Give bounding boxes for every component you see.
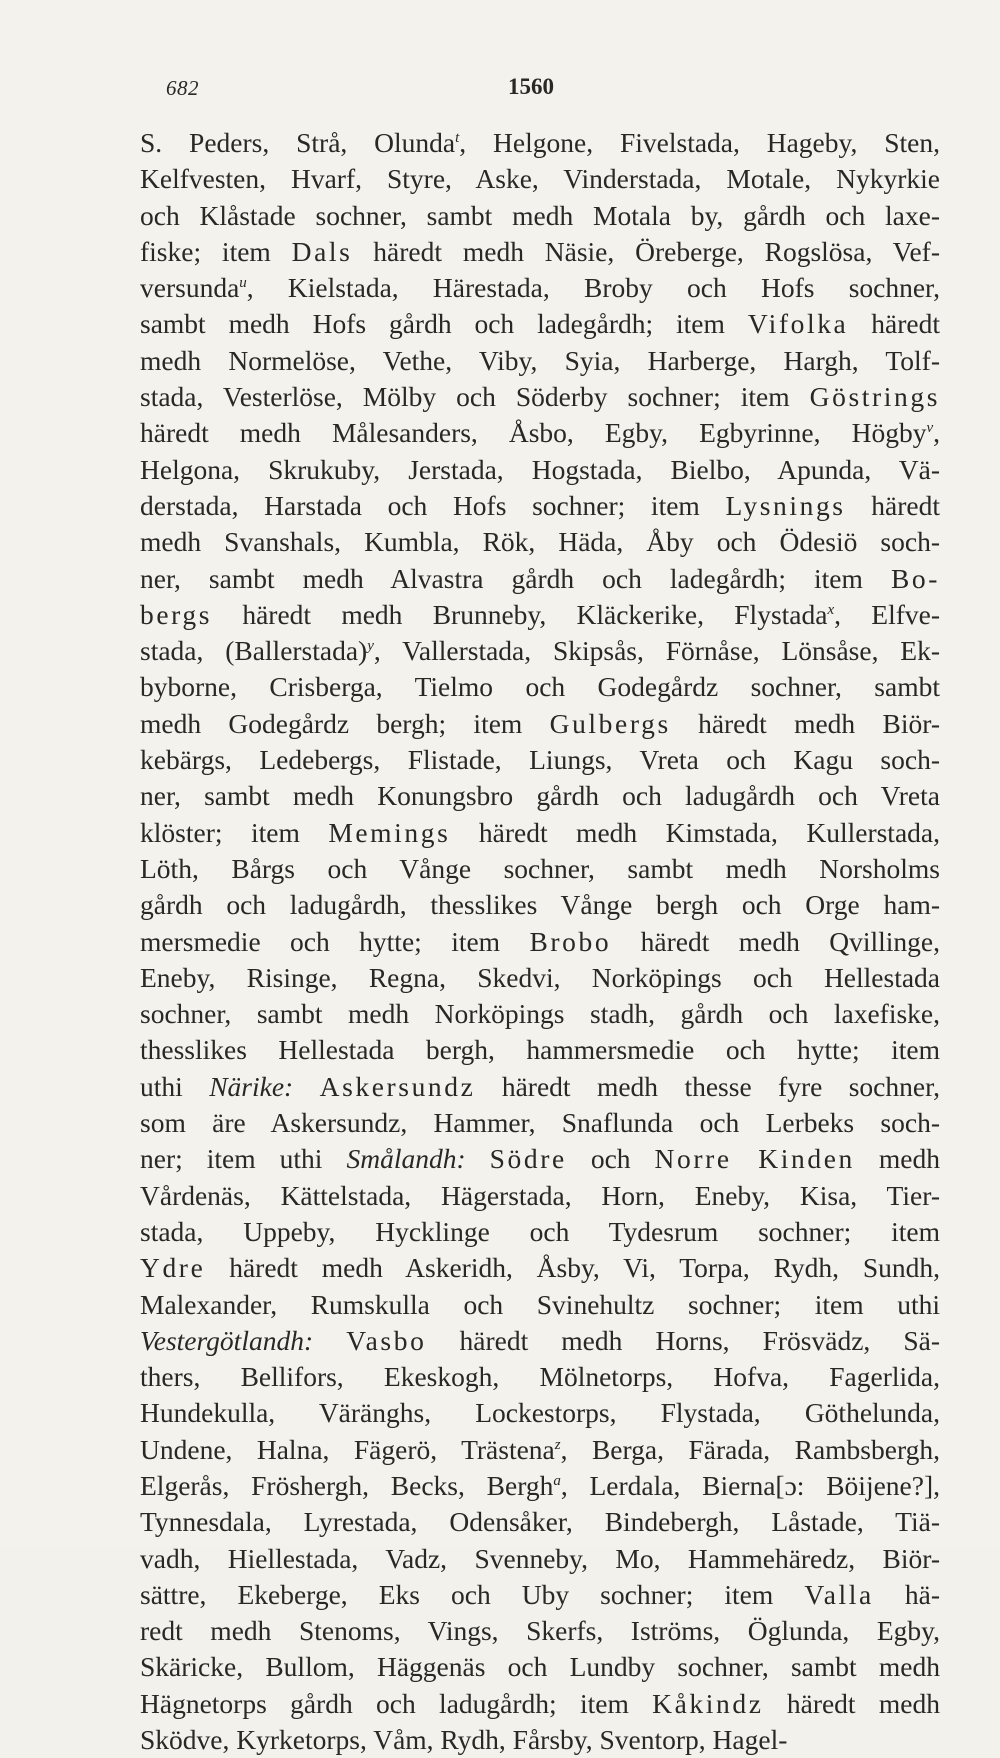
text-segment: sambt medh Hofs gårdh och ladegårdh; item bbox=[140, 308, 748, 340]
text-segment: , Berga, Färada, Rambsbergh, bbox=[560, 1433, 940, 1465]
text-segment: klöster; item bbox=[140, 816, 329, 848]
text-line bbox=[140, 1432, 940, 1468]
region-name: Närike: bbox=[209, 1070, 294, 1102]
text-segment: häredt medh Näsie, Öreberge, Rogslösa, Vef- bbox=[352, 235, 940, 267]
district-name: Dals bbox=[291, 235, 353, 267]
text-segment: häredt medh Qvillinge, bbox=[611, 925, 941, 957]
text-segment: , Vallerstada, Skipsås, Förnåse, Lönsåse, Ek- bbox=[373, 635, 940, 667]
text-line bbox=[140, 561, 940, 597]
text-line bbox=[140, 633, 940, 669]
footnote-marker: u bbox=[239, 275, 247, 292]
district-name: Göstrings bbox=[809, 381, 940, 413]
text-line bbox=[140, 1359, 940, 1395]
text-line bbox=[140, 198, 940, 234]
district-name: Ydre bbox=[140, 1252, 206, 1284]
text-segment: Elgerås, Fröshergh, Becks, Bergh bbox=[140, 1469, 554, 1501]
footnote-marker: a bbox=[553, 1472, 561, 1489]
text-segment: Tynnesdala, Lyrestada, Odensåker, Bindebergh, Låstade, Tiä- bbox=[140, 1506, 940, 1538]
text-line bbox=[140, 1178, 940, 1214]
text-segment: häredt medh Målesanders, Åsbo, Egby, Egbyrinne, Högby bbox=[140, 417, 927, 449]
text-line bbox=[140, 1250, 940, 1286]
text-line bbox=[140, 960, 940, 996]
footnote-marker: y bbox=[367, 638, 374, 654]
body-text bbox=[140, 125, 940, 1758]
text-segment: Sködve, Kyrketorps, Våm, Rydh, Fårsby, Sventorp, Hagel- bbox=[140, 1724, 788, 1756]
text-segment bbox=[313, 1325, 346, 1356]
text-line bbox=[140, 597, 940, 633]
text-segment: medh Svanshals, Kumbla, Rök, Häda, Åby och Ödesiö soch- bbox=[140, 526, 940, 558]
text-segment: redt medh Stenoms, Vings, Skerfs, Iströms, Öglunda, Egby, bbox=[140, 1615, 940, 1647]
text-line bbox=[140, 996, 940, 1032]
district-name: bergs bbox=[140, 598, 213, 630]
text-segment: , Lerdala, Bierna[ɔ: Böijene?], bbox=[560, 1469, 940, 1501]
text-segment: som äre Askersundz, Hammer, Snaflunda och Lerbeks soch- bbox=[140, 1107, 940, 1139]
text-segment: medh Normelöse, Vethe, Viby, Syia, Harberge, Hargh, Tolf- bbox=[140, 344, 940, 376]
text-segment: thesslikes Hellestada bergh, hammersmedie och hytte; item bbox=[140, 1034, 940, 1066]
text-line bbox=[140, 1613, 940, 1649]
text-segment: S. Peders, Strå, Olunda bbox=[140, 127, 456, 158]
footnote-marker: z bbox=[554, 1436, 561, 1453]
text-line bbox=[140, 669, 940, 705]
text-segment: , Elfve- bbox=[834, 598, 940, 630]
text-segment: Vårdenäs, Kättelstada, Hägerstada, Horn, Eneby, Kisa, Tier- bbox=[140, 1179, 940, 1211]
text-segment: stada, (Ballerstada) bbox=[140, 635, 368, 667]
text-line bbox=[140, 1686, 940, 1722]
text-segment: stada, Uppeby, Hycklinge och Tydesrum sochner; item bbox=[140, 1215, 940, 1247]
text-line bbox=[140, 815, 940, 851]
text-line bbox=[140, 379, 940, 415]
page-number: 682 bbox=[166, 76, 199, 100]
text-segment: Hägnetorps gårdh och ladugårdh; item bbox=[140, 1687, 653, 1719]
text-segment: häredt bbox=[848, 308, 940, 340]
text-segment: och bbox=[566, 1143, 655, 1175]
text-segment: , Kielstada, Härestada, Broby och Hofs sochner, bbox=[246, 272, 940, 304]
text-segment: ner; item uthi bbox=[140, 1143, 347, 1175]
district-name: Södre bbox=[489, 1143, 567, 1175]
running-head bbox=[150, 72, 850, 102]
text-segment: uthi bbox=[140, 1070, 210, 1102]
footnote-marker: x bbox=[827, 601, 835, 618]
text-line bbox=[140, 851, 940, 887]
text-segment: kebärgs, Ledebergs, Flistade, Liungs, Vreta och Kagu soch- bbox=[140, 744, 940, 776]
text-line bbox=[140, 234, 940, 270]
text-segment: häredt medh Horns, Frösvädz, Sä- bbox=[426, 1324, 941, 1356]
text-segment: stada, Vesterlöse, Mölby och Söderby sochner; item bbox=[140, 381, 810, 413]
text-segment: vadh, Hiellestada, Vadz, Svenneby, Mo, Hammehäredz, Biör- bbox=[140, 1542, 940, 1574]
text-line bbox=[140, 415, 940, 451]
text-segment: Skäricke, Bullom, Häggenäs och Lundby sochner, sambt medh bbox=[140, 1651, 940, 1683]
text-segment: häredt medh thesse fyre sochner, bbox=[475, 1070, 941, 1102]
text-line bbox=[140, 924, 940, 960]
text-segment: mersmedie och hytte; item bbox=[140, 925, 530, 957]
text-line bbox=[140, 1504, 940, 1540]
text-segment: häredt medh bbox=[763, 1687, 940, 1719]
region-name: Vestergötlandh: bbox=[140, 1324, 314, 1356]
text-line bbox=[140, 343, 940, 379]
text-segment: medh Godegårdz bergh; item bbox=[140, 707, 550, 739]
text-line bbox=[140, 1323, 940, 1359]
text-segment: versunda bbox=[140, 272, 240, 304]
district-name: Lysnings bbox=[725, 489, 846, 521]
text-segment: hä- bbox=[873, 1578, 940, 1610]
text-segment: , Helgone, Fivelstada, Hageby, Sten, bbox=[459, 127, 940, 158]
text-segment: , bbox=[933, 417, 940, 449]
text-segment: Undene, Halna, Fägerö, Trästena bbox=[140, 1433, 555, 1465]
text-line bbox=[140, 1141, 940, 1177]
text-segment: Eneby, Risinge, Regna, Skedvi, Norköpings och Hellestada bbox=[140, 961, 940, 993]
text-line bbox=[140, 1395, 940, 1431]
district-name: Memings bbox=[328, 816, 451, 848]
text-line bbox=[140, 524, 940, 560]
text-segment: sochner, sambt medh Norköpings stadh, gårdh och laxefiske, bbox=[140, 998, 940, 1030]
text-line bbox=[140, 125, 940, 161]
text-segment: häredt bbox=[845, 489, 940, 521]
district-name: Brobo bbox=[529, 925, 612, 957]
text-line bbox=[140, 887, 940, 923]
text-line bbox=[140, 1649, 940, 1685]
text-segment: häredt medh Kimstada, Kullerstada, bbox=[450, 816, 940, 848]
text-segment: och Klåstade sochner, sambt medh Motala by, gårdh och laxe- bbox=[140, 199, 940, 231]
text-line bbox=[140, 706, 940, 742]
text-segment: ner, sambt medh Alvastra gårdh och ladegårdh; item bbox=[140, 562, 891, 594]
text-segment: Helgona, Skrukuby, Jerstada, Hogstada, Bielbo, Apunda, Vä- bbox=[140, 453, 940, 485]
text-segment bbox=[293, 1071, 319, 1102]
text-segment: sättre, Ekeberge, Eks och Uby sochner; item bbox=[140, 1578, 805, 1610]
district-name: Askersundz bbox=[319, 1070, 476, 1102]
text-line bbox=[140, 452, 940, 488]
text-line bbox=[140, 1069, 940, 1105]
text-segment: ner, sambt medh Konungsbro gårdh och ladugårdh och Vreta bbox=[140, 780, 940, 812]
text-segment: Kelfvesten, Hvarf, Styre, Aske, Vinderstada, Motale, Nykyrkie bbox=[140, 163, 940, 195]
text-line bbox=[140, 161, 940, 197]
district-name: Norre Kinden bbox=[654, 1143, 855, 1175]
text-line bbox=[140, 488, 940, 524]
text-line bbox=[140, 1577, 940, 1613]
text-segment: Hundekulla, Väränghs, Lockestorps, Flystada, Göthelunda, bbox=[140, 1397, 940, 1429]
text-segment: derstada, Harstada och Hofs sochner; item bbox=[140, 489, 726, 521]
text-line bbox=[140, 1032, 940, 1068]
district-name: Vasbo bbox=[346, 1324, 427, 1356]
text-segment: thers, Bellifors, Ekeskogh, Mölnetorps, Hofva, Fagerlida, bbox=[140, 1361, 940, 1393]
text-segment: Löth, Bårgs och Vånge sochner, sambt medh Norsholms bbox=[140, 852, 940, 884]
text-line bbox=[140, 1105, 940, 1141]
text-segment: häredt medh Askeridh, Åsby, Vi, Torpa, Rydh, Sundh, bbox=[205, 1252, 940, 1284]
text-line bbox=[140, 778, 940, 814]
text-segment: häredt medh Brunneby, Kläckerike, Flystada bbox=[212, 598, 828, 630]
district-name: Valla bbox=[804, 1578, 874, 1610]
district-name: Kåkindz bbox=[652, 1687, 764, 1719]
text-segment: häredt medh Biör- bbox=[670, 707, 940, 739]
district-name: Vifolka bbox=[747, 308, 849, 340]
year-heading: 1560 bbox=[508, 74, 554, 99]
text-segment: byborne, Crisberga, Tielmo och Godegårdz sochner, sambt bbox=[140, 671, 940, 703]
district-name: Gulbergs bbox=[549, 707, 671, 739]
text-segment: gårdh och ladugårdh, thesslikes Vånge bergh och Orge ham- bbox=[140, 889, 940, 921]
text-line bbox=[140, 1722, 940, 1758]
text-line bbox=[140, 1287, 940, 1323]
text-segment: medh bbox=[854, 1143, 940, 1175]
footnote-marker: t bbox=[455, 129, 460, 146]
text-line bbox=[140, 306, 940, 342]
text-line bbox=[140, 1541, 940, 1577]
text-line bbox=[140, 742, 940, 778]
footnote-marker: v bbox=[926, 420, 934, 437]
text-segment: Malexander, Rumskulla och Svinehultz sochner; item uthi bbox=[140, 1288, 940, 1320]
text-line bbox=[140, 270, 940, 306]
text-segment: fiske; item bbox=[140, 235, 292, 267]
region-name: Smålandh: bbox=[346, 1143, 466, 1175]
district-name: Bo- bbox=[890, 562, 940, 594]
text-line bbox=[140, 1468, 940, 1504]
text-line bbox=[140, 1214, 940, 1250]
text-segment bbox=[466, 1143, 490, 1174]
